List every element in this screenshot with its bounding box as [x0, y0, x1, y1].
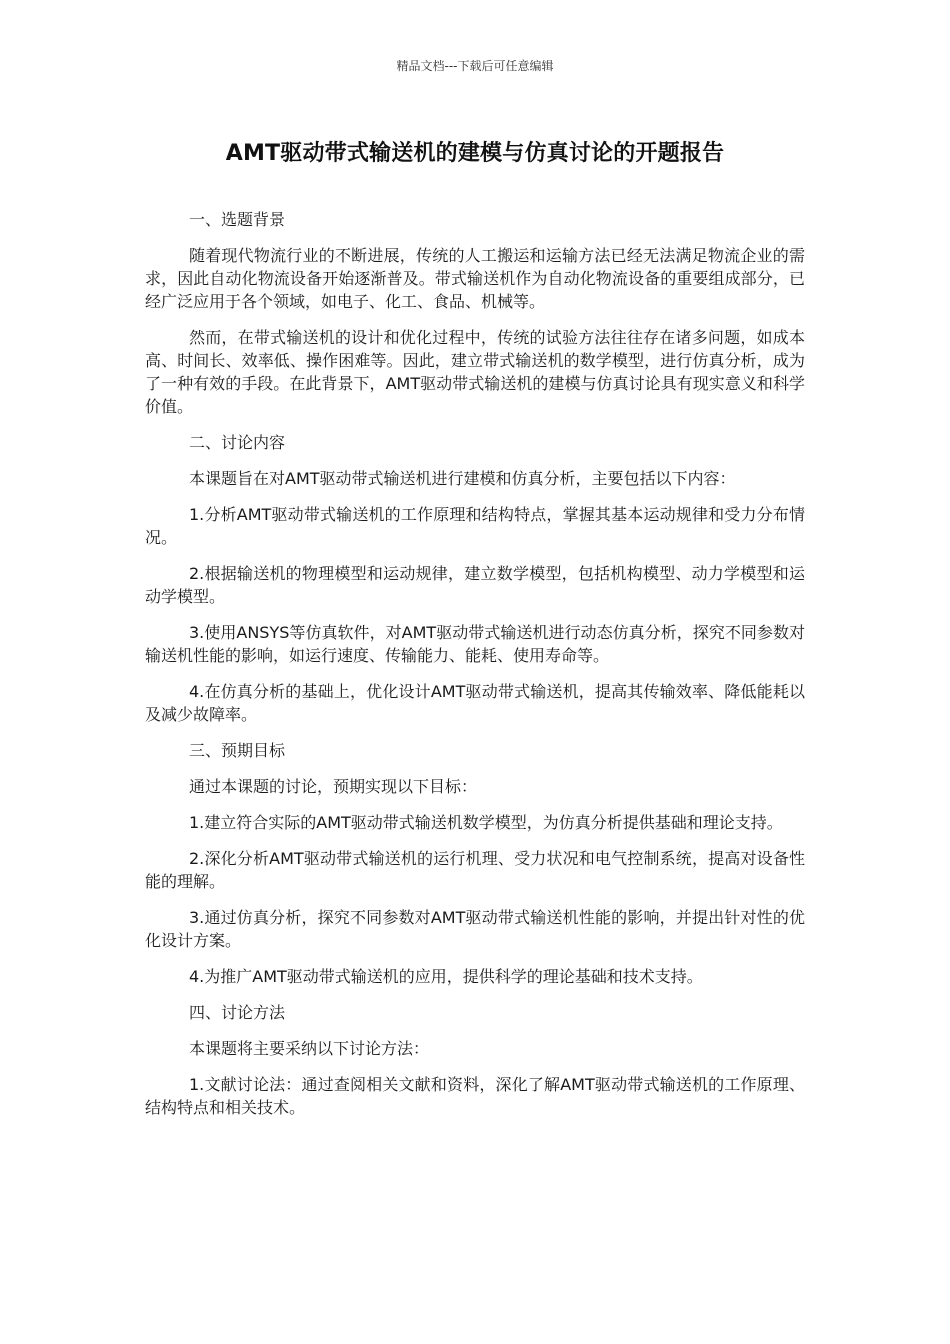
list-item: 1.建立符合实际的AMT驱动带式输送机数学模型，为仿真分析提供基础和理论支持。: [189, 813, 783, 832]
document-body: [145, 208, 805, 1132]
list-item: 1.文献讨论法：通过查阅相关文献和资料，深化了解AMT驱动带式输送机的工作原理、结构特点和相关技术。: [145, 1075, 805, 1117]
list-item: 4.为推广AMT驱动带式输送机的应用，提供科学的理论基础和技术支持。: [189, 967, 703, 986]
section-goals: [145, 739, 805, 988]
paragraph: 随着现代物流行业的不断进展，传统的人工搬运和运输方法已经无法满足物流企业的需求，因此自动化物流设备开始逐渐普及。带式输送机作为自动化物流设备的重要组成部分，已经广泛应用于各个领域，如电子、化工、食品、机械等。: [145, 246, 805, 311]
paragraph: 然而，在带式输送机的设计和优化过程中，传统的试验方法往往存在诸多问题，如成本高、时间长、效率低、操作困难等。因此，建立带式输送机的数学模型，进行仿真分析，成为了一种有效的手段。在此背景下，AMT驱动带式输送机的建模与仿真讨论具有现实意义和科学价值。: [145, 328, 805, 416]
list-item: 3.通过仿真分析，探究不同参数对AMT驱动带式输送机性能的影响，并提出针对性的优化设计方案。: [145, 908, 805, 950]
section-methods: [145, 1001, 805, 1119]
list-item: 4.在仿真分析的基础上，优化设计AMT驱动带式输送机，提高其传输效率、降低能耗以及减少故障率。: [145, 682, 805, 724]
paragraph: 本课题将主要采纳以下讨论方法：: [189, 1039, 430, 1058]
list-item: 1.分析AMT驱动带式输送机的工作原理和结构特点，掌握其基本运动规律和受力分布情况。: [145, 505, 805, 547]
list-item: 2.根据输送机的物理模型和运动规律，建立数学模型，包括机构模型、动力学模型和运动学模型。: [145, 564, 805, 606]
section-content: [145, 431, 805, 726]
section-background: [145, 208, 805, 418]
section-heading: 四、讨论方法: [189, 1003, 286, 1022]
paragraph: 通过本课题的讨论，预期实现以下目标：: [189, 777, 478, 796]
list-item: 2.深化分析AMT驱动带式输送机的运行机理、受力状况和电气控制系统，提高对设备性能的理解。: [145, 849, 805, 891]
header-note: 精品文档---下载后可任意编辑: [396, 59, 554, 73]
list-item: 3.使用ANSYS等仿真软件，对AMT驱动带式输送机进行动态仿真分析，探究不同参数对输送机性能的影响，如运行速度、传输能力、能耗、使用寿命等。: [145, 623, 805, 665]
paragraph: 本课题旨在对AMT驱动带式输送机进行建模和仿真分析，主要包括以下内容：: [189, 469, 736, 488]
section-heading: 一、选题背景: [189, 210, 286, 229]
section-heading: 二、讨论内容: [189, 433, 286, 452]
document-title: AMT驱动带式输送机的建模与仿真讨论的开题报告: [225, 141, 725, 166]
section-heading: 三、预期目标: [189, 741, 286, 760]
